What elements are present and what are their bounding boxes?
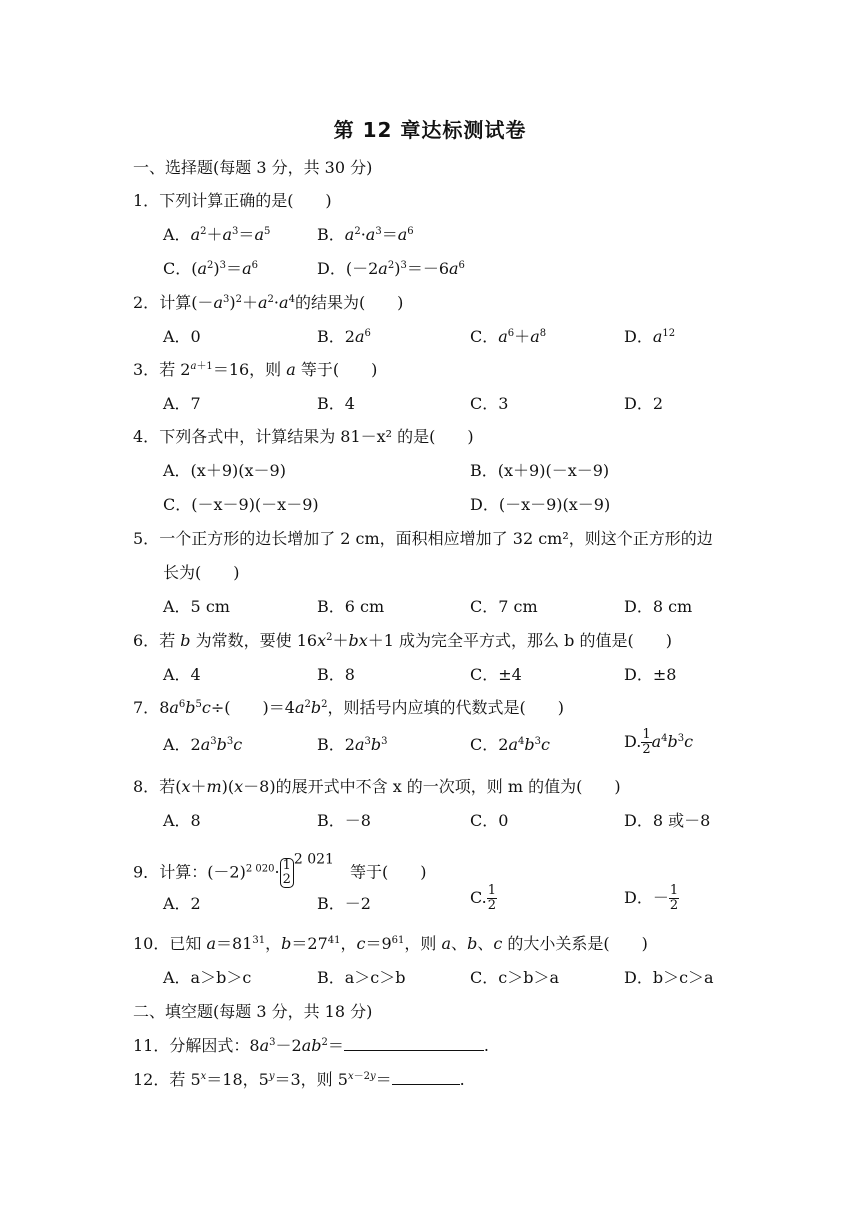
page-title: 第 12 章达标测试卷	[333, 118, 527, 142]
q7-option-c: C．$2a^4b^3c$	[470, 735, 550, 754]
q7-option-b: B．$2a^3b^3$	[317, 735, 388, 754]
question-6: 6．若 b 为常数，要使 $16x^2+bx+1$ 成为完全平方式，那么 b 的值是( )	[133, 631, 672, 650]
q10-option-c: C．c＞b＞a	[470, 968, 559, 987]
q8-option-a: A．8	[163, 811, 201, 830]
q10-option-b: B．a＞c＞b	[317, 968, 406, 987]
q9-option-a: A．2	[163, 894, 201, 913]
q6-option-b: B．8	[317, 665, 355, 684]
question-9: 9．计算：$(-2)^{2 020}\cdot$ 1 2 $^{2 021}$ 等于( )	[133, 851, 427, 887]
q4-option-a: A．(x＋9)(x－9)	[163, 461, 286, 480]
question-11: 11．分解因式：$8a^3-2ab^2=$ .	[133, 1036, 489, 1055]
q6-option-c: C．±4	[470, 665, 522, 684]
q3-option-c: C．3	[470, 394, 509, 413]
answer-blank-11[interactable]	[344, 1036, 484, 1051]
q5-option-c: C．7 cm	[470, 597, 538, 616]
q2-option-a: A．0	[163, 327, 201, 346]
q5-option-b: B．6 cm	[317, 597, 385, 616]
q1-option-c: C．$(a^2)^3=a^6$	[163, 259, 258, 278]
q4-option-d: D．(－x－9)(x－9)	[470, 495, 611, 514]
question-5-continued: 长为( )	[163, 563, 240, 582]
q1-option-d: D．$(-2a^2)^3=-6a^6$	[317, 259, 465, 278]
question-5: 5．一个正方形的边长增加了 2 cm，面积相应增加了 32 cm²，则这个正方形的边	[133, 529, 713, 548]
q9-option-c: C. $\frac{1}{2}$	[470, 883, 497, 913]
question-12: 12．若 $5^x=18$，$5^y=3$，则 $5^{x-2y}=$ .	[133, 1070, 465, 1089]
q3-option-a: A．7	[163, 394, 201, 413]
q1-option-b: B．$a^2\cdot a^3=a^6$	[317, 225, 414, 244]
q3-option-d: D．2	[624, 394, 664, 413]
question-8: 8．若(x＋m)(x－8)的展开式中不含 x 的一次项，则 m 的值为( )	[133, 777, 621, 796]
answer-blank-12[interactable]	[392, 1070, 460, 1085]
question-3: 3．若 $2^{a+1}=16$，则 a 等于( )	[133, 360, 378, 379]
question-4: 4．下列各式中，计算结果为 81－x² 的是( )	[133, 427, 474, 446]
q8-option-d: D．8 或－8	[624, 811, 711, 830]
q9-option-d: D．－ $\frac{1}{2}$	[624, 883, 679, 913]
section-heading-choice: 一、选择题(每题 3 分，共 30 分)	[133, 158, 373, 177]
section-heading-fill-in: 二、填空题(每题 3 分，共 18 分)	[133, 1002, 373, 1021]
q8-option-c: C．0	[470, 811, 509, 830]
fraction-one-half-bracketed: 1 2	[280, 858, 294, 888]
question-7: 7．$8a^6b^5c\div$( )$=4a^2b^2$，则括号内应填的代数式是( )	[133, 698, 565, 717]
q10-option-d: D．b＞c＞a	[624, 968, 714, 987]
q3-option-b: B．4	[317, 394, 355, 413]
q7-option-a: A．$2a^3b^3c$	[163, 735, 243, 754]
q7-option-d: D. $\frac{1}{2}$ $a^4b^3c$	[624, 727, 694, 757]
q2-option-d: D．$a^{12}$	[624, 327, 676, 346]
q5-option-a: A．5 cm	[163, 597, 230, 616]
q2-option-c: C．$a^6+a^8$	[470, 327, 547, 346]
fraction-one-half: $\frac{1}{2}$	[642, 727, 651, 757]
q2-option-b: B．$2a^6$	[317, 327, 371, 346]
question-1: 1．下列计算正确的是( )	[133, 191, 332, 210]
q6-option-a: A．4	[163, 665, 201, 684]
q10-option-a: A．a＞b＞c	[163, 968, 252, 987]
q8-option-b: B．－8	[317, 811, 371, 830]
question-10: 10．已知 $a=81^{31}$，$b=27^{41}$，$c=9^{61}$，则 a、b、c 的大小关系是( )	[133, 934, 648, 953]
q4-option-c: C．(－x－9)(－x－9)	[163, 495, 319, 514]
q1-option-a: A．$a^2+a^3=a^5$	[163, 225, 271, 244]
q5-option-d: D．8 cm	[624, 597, 693, 616]
q4-option-b: B．(x＋9)(－x－9)	[470, 461, 610, 480]
q6-option-d: D．±8	[624, 665, 677, 684]
question-2: 2．计算$(-a^3)^2+a^2\cdot a^4$的结果为( )	[133, 293, 404, 312]
q9-option-b: B．－2	[317, 894, 371, 913]
